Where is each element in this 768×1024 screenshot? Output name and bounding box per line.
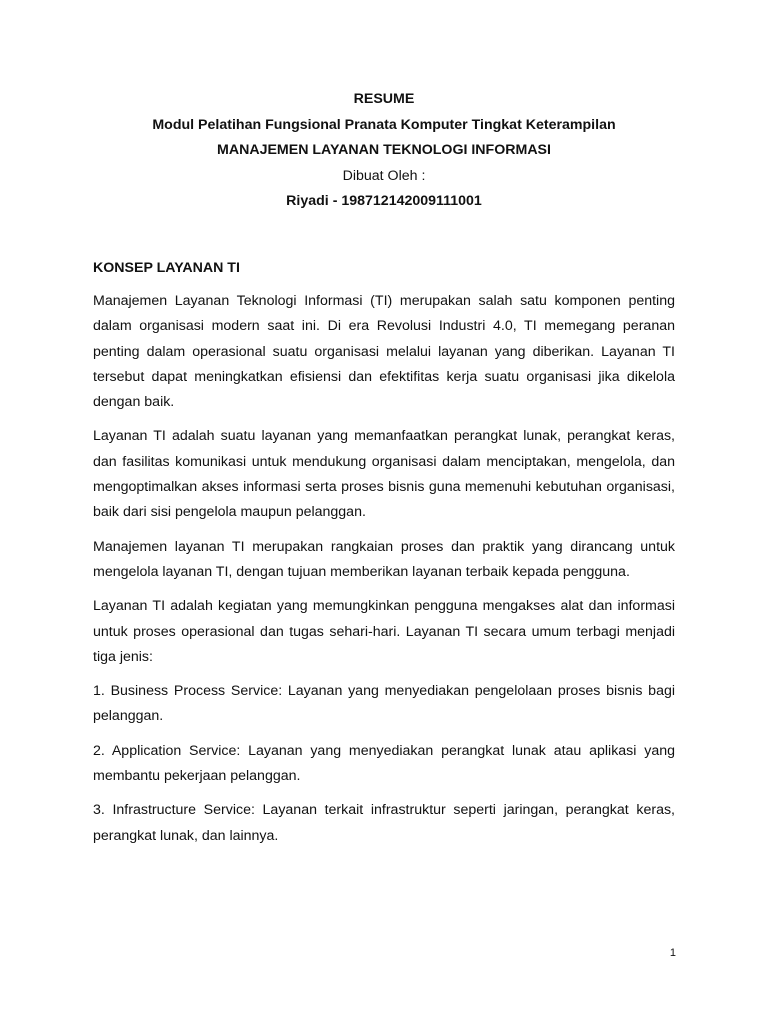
- author-label: Dibuat Oleh :: [342, 167, 426, 184]
- paragraph-management: Manajemen layanan TI merupakan rangkaian proses dan praktik yang dirancang untuk mengelola layanan TI, dengan tujuan memberikan layanan terbaik kepada pengguna.: [93, 538, 675, 580]
- paragraph-definition: Layanan TI adalah suatu layanan yang memanfaatkan perangkat lunak, perangkat keras, dan fasilitas komunikasi untuk mendukung organisasi dalam menciptakan, mengelola, dan mengoptimalkan akses informasi serta proses bisnis guna memenuhi kebutuhan organisasi, baik dari sisi pengelola maupun pelanggan.: [93, 428, 675, 521]
- module-title: Modul Pelatihan Fungsional Pranata Komputer Tingkat Keterampilan: [152, 116, 616, 133]
- page-number: 1: [669, 947, 676, 959]
- author-name: Riyadi - 198712142009111001: [286, 193, 482, 209]
- list-item-infrastructure: 3. Infrastructure Service: Layanan terkait infrastruktur seperti jaringan, perangkat keras, perangkat lunak, dan lainnya.: [93, 802, 675, 844]
- list-item-business-process: 1. Business Process Service: Layanan yang menyediakan pengelolaan proses bisnis bagi pelanggan.: [93, 683, 675, 725]
- paragraph-intro: Manajemen Layanan Teknologi Informasi (TI) merupakan salah satu komponen penting dalam organisasi modern saat ini. Di era Revolusi Industri 4.0, TI memegang peranan penting dalam operasional suatu organisasi melalui layanan yang diberikan. Layanan TI tersebut dapat meningkatkan efisiensi dan efektifitas kerja suatu organisasi jika dikelola dengan baik.: [93, 293, 675, 411]
- paragraph-types-intro: Layanan TI adalah kegiatan yang memungkinkan pengguna mengakses alat dan informasi untuk proses operasional dan tugas sehari-hari. Layanan TI secara umum terbagi menjadi tiga jenis:: [93, 598, 675, 665]
- document-header: [93, 87, 675, 215]
- list-item-application: 2. Application Service: Layanan yang menyediakan perangkat lunak atau aplikasi yang membantu pekerjaan pelanggan.: [93, 742, 675, 785]
- document-title: RESUME: [353, 91, 415, 107]
- section-heading: KONSEP LAYANAN TI: [93, 260, 240, 276]
- section-body: [93, 289, 675, 858]
- module-subject: MANAJEMEN LAYANAN TEKNOLOGI INFORMASI: [217, 142, 551, 158]
